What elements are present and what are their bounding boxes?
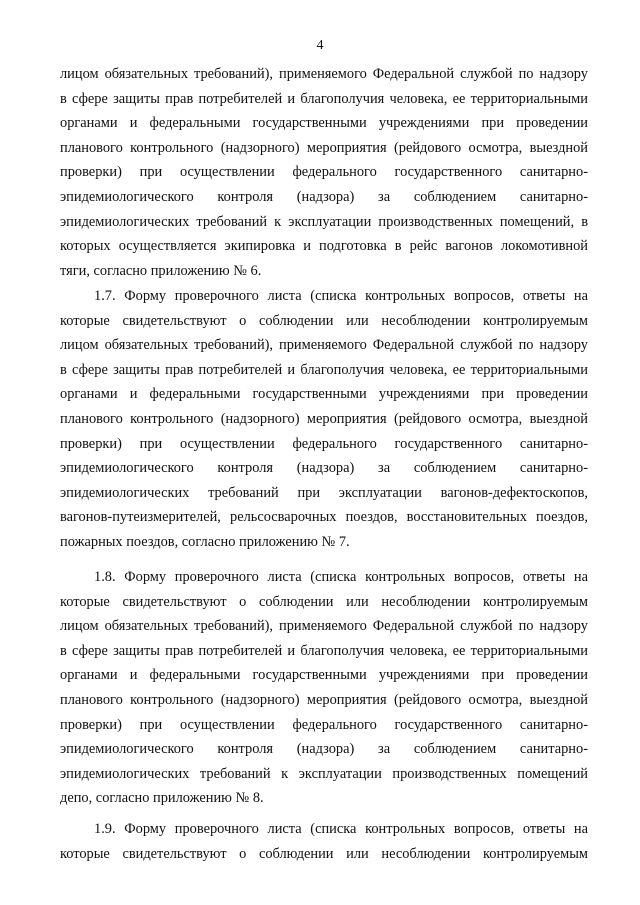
text-line: тяги, согласно приложению № 6. [60,262,262,279]
text-line: проверки) при осуществлении федерального государственного санитарно- [60,435,588,452]
text-line: проверки) при осуществлении федерального государственного санитарно- [60,716,588,733]
text-line: органами и федеральными государственными учреждениями при проведении [60,667,588,684]
text-line: которые свидетельствуют о соблюдении или несоблюдении контролируемым [60,312,588,329]
text-line: 1.8. Форму проверочного листа (списка контрольных вопросов, ответы на [94,569,588,585]
page-number: 4 [316,38,324,53]
text-line: эпидемиологического контроля (надзора) за соблюдением санитарно- [60,188,588,205]
text-line: которые свидетельствуют о соблюдении или несоблюдении контролируемым [60,845,588,862]
paragraph-continuation [60,62,588,283]
paragraph-item-1-7 [60,284,588,555]
text-line: в сфере защиты прав потребителей и благополучия человека, ее территориальными [60,361,588,378]
text-line: в сфере защиты прав потребителей и благополучия человека, ее территориальными [60,90,588,107]
text-line: проверки) при осуществлении федерального государственного санитарно- [60,164,588,181]
text-line: которых осуществляется экипировка и подготовка в рейс вагонов локомотивной [60,238,588,255]
text-line: в сфере защиты прав потребителей и благополучия человека, ее территориальными [60,642,588,659]
text-line: планового контрольного (надзорного) мероприятия (рейдового осмотра, выездной [60,410,588,427]
text-line: органами и федеральными государственными учреждениями при проведении [60,115,588,132]
text-line: эпидемиологических требований при эксплуатации вагонов-дефектоскопов, [60,484,588,501]
text-line: органами и федеральными государственными учреждениями при проведении [60,386,588,403]
text-line: лицом обязательных требований), применяемого Федеральной службой по надзору [60,618,588,635]
text-line: планового контрольного (надзорного) мероприятия (рейдового осмотра, выездной [60,139,588,156]
text-line: которые свидетельствуют о соблюдении или несоблюдении контролируемым [60,593,588,610]
text-line: пожарных поездов, согласно приложению № 7. [60,533,350,550]
text-line: эпидемиологических требований к эксплуатации производственных помещений, в [60,213,588,230]
text-line: планового контрольного (надзорного) мероприятия (рейдового осмотра, выездной [60,691,588,708]
text-line: депо, согласно приложению № 8. [60,790,264,807]
text-line: 1.7. Форму проверочного листа (списка контрольных вопросов, ответы на [94,288,588,304]
text-line: лицом обязательных требований), применяемого Федеральной службой по надзору [60,337,588,354]
text-line: 1.9. Форму проверочного листа (списка контрольных вопросов, ответы на [94,821,588,837]
text-line: вагонов-путеизмерителей, рельсосварочных поездов, восстановительных поездов, [60,509,588,526]
paragraph-item-1-8 [60,565,588,811]
text-line: лицом обязательных требований), применяемого Федеральной службой по надзору [60,66,588,82]
text-line: эпидемиологического контроля (надзора) за соблюдением санитарно- [60,741,588,758]
text-line: эпидемиологического контроля (надзора) за соблюдением санитарно- [60,460,588,477]
paragraph-item-1-9 [60,817,588,866]
text-line: эпидемиологических требований к эксплуатации производственных помещений [60,765,588,782]
